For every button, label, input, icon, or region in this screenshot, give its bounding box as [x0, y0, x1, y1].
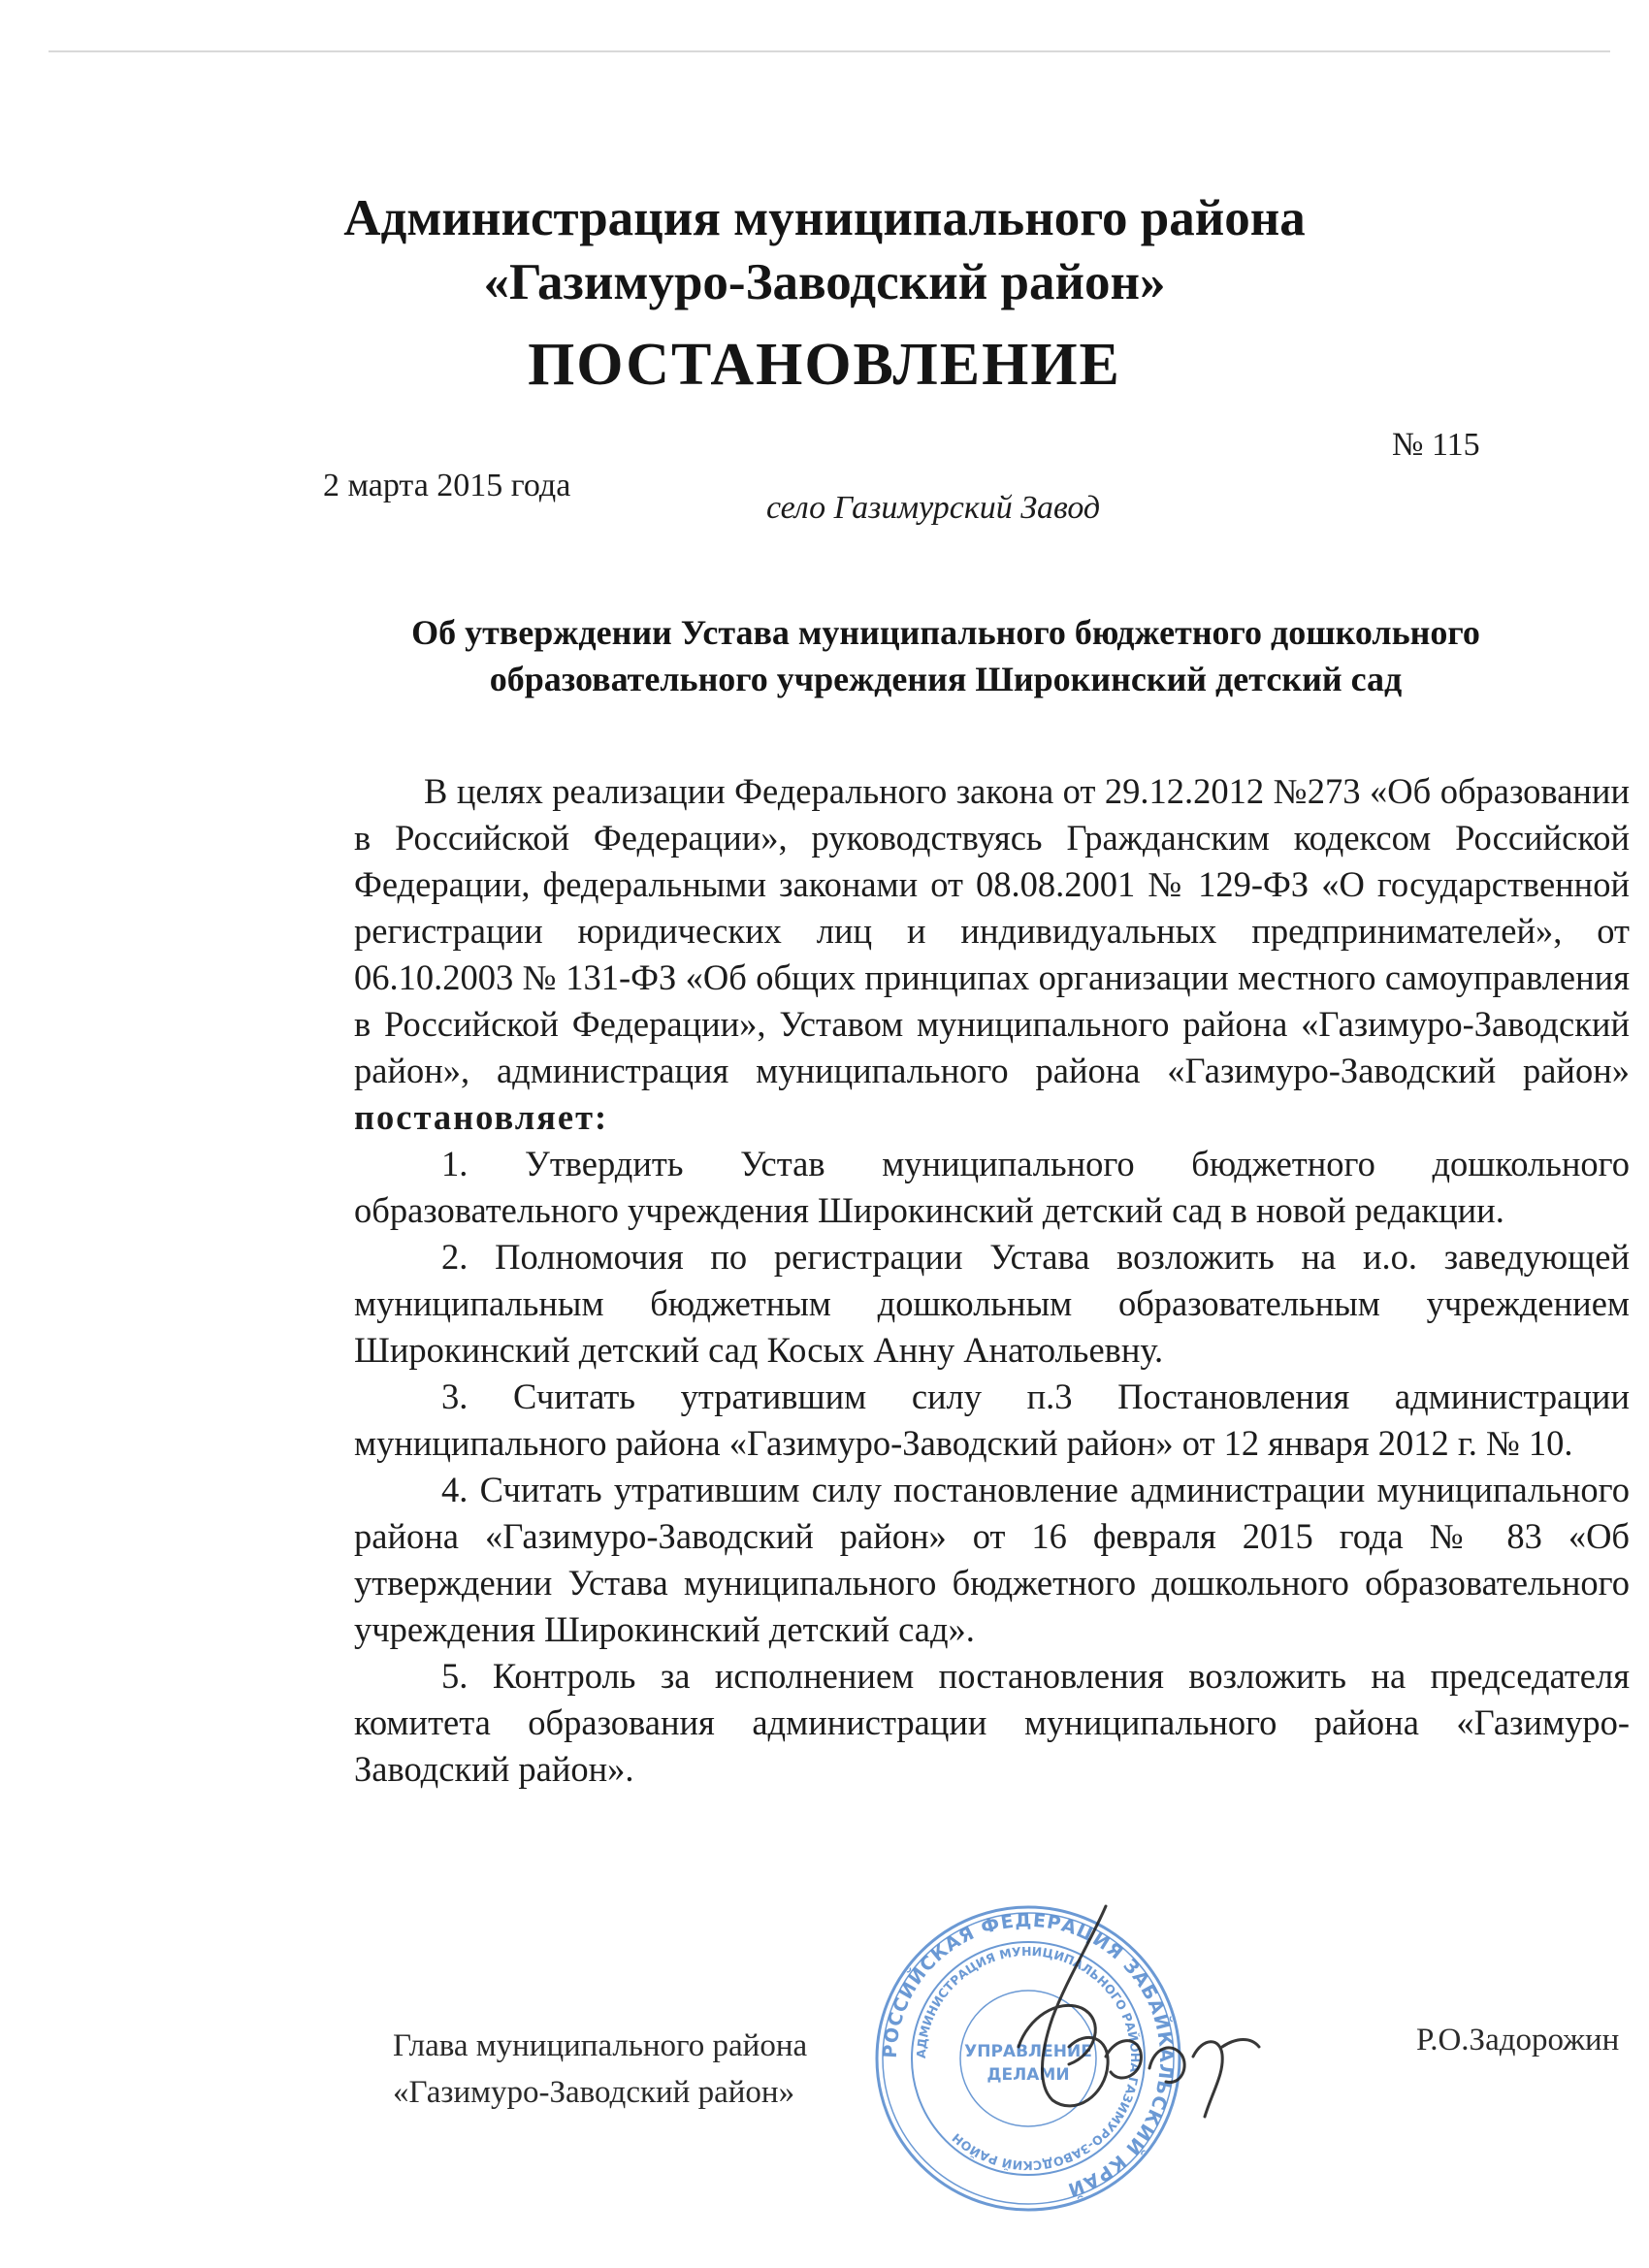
signatory-position-line1: Глава муниципального района — [393, 2028, 808, 2063]
decree-item-2: 2. Полномочия по регистрации Устава возложить на и.о. заведующей муниципальным бюджетным дошкольным образовательным учреждением Широкинский детский сад Косых Анну Анатольевну. — [354, 1237, 1630, 1370]
document-type-heading: ПОСТАНОВЛЕНИЕ — [528, 332, 1121, 398]
decree-item-4: 4. Считать утратившим силу постановление администрации муниципального района «Газимуро-Заводский район» от 16 февраля 2015 года № 83 «Об утверждении Устава муниципального бюджетного дошкольного образовательного учреждения Широкинский детский сад». — [354, 1470, 1630, 1649]
decree-item-3: 3. Считать утратившим силу п.3 Постановления администрации муниципального района «Газимуро-Заводский район» от 12 января 2012 г. № 10. — [354, 1377, 1630, 1463]
document-subject — [320, 609, 1571, 702]
document-body — [354, 768, 1630, 1793]
signer-name: Р.О.Задорожин — [1416, 2023, 1620, 2057]
organization-title — [0, 186, 1649, 314]
document-subject-line1: Об утверждении Устава муниципального бюджетного дошкольного — [411, 613, 1480, 652]
stamp-outer-text: РОССИЙСКАЯ ФЕДЕРАЦИЯ ЗАБАЙКАЛЬСКИЙ КРАЙ — [879, 1909, 1178, 2201]
preamble-text: В целях реализации Федерального закона от 29.12.2012 №273 «Об образовании в Российской Федерации», руководствуясь Гражданским кодексом Российской Федерации, федеральными законами от 08.08.2001 № 129-ФЗ «О государственной регистрации юридических лиц и индивидуальных предпринимателей», от 06.10.2003 № 131-ФЗ «Об общих принципах организации местного самоуправления в Российской Федерации», Уставом муниципального района «Газимуро-Заводский район», администрация муниципального района «Газимуро-Заводский район» — [354, 771, 1630, 1090]
decree-word: постановляет: — [354, 1097, 609, 1137]
handwritten-signature — [960, 1901, 1271, 2144]
decree-item-1: 1. Утвердить Устав муниципального бюджетного дошкольного образовательного учреждения Широкинский детский сад в новой редакции. — [354, 1144, 1630, 1230]
document-place: село Газимурский Завод — [766, 490, 1101, 526]
document-number: № 115 — [1392, 427, 1480, 463]
document-subject-line2: образовательного учреждения Широкинский детский сад — [489, 660, 1403, 698]
signatory-position-line2: «Газимуро-Заводский район» — [393, 2075, 795, 2110]
scan-edge-line — [48, 50, 1610, 52]
organization-title-line2: «Газимуро-Заводский район» — [483, 254, 1166, 310]
stamp-center-line1: УПРАВЛЕНИЕ — [964, 2042, 1092, 2061]
organization-title-line1: Администрация муниципального района — [343, 190, 1306, 246]
decree-item-5: 5. Контроль за исполнением постановления возложить на председателя комитета образования администрации муниципального района «Газимуро-Заводский район». — [354, 1656, 1630, 1789]
preamble-paragraph — [354, 768, 1630, 1141]
signatory-position — [393, 2023, 807, 2116]
stamp-inner-text: АДМИНИСТРАЦИЯ МУНИЦИПАЛЬНОГО РАЙОНА ГАЗИМУРО-ЗАВОДСКИЙ РАЙОН — [913, 1943, 1144, 2174]
document-date: 2 марта 2015 года — [323, 468, 571, 503]
stamp-center-line2: ДЕЛАМИ — [986, 2065, 1070, 2085]
